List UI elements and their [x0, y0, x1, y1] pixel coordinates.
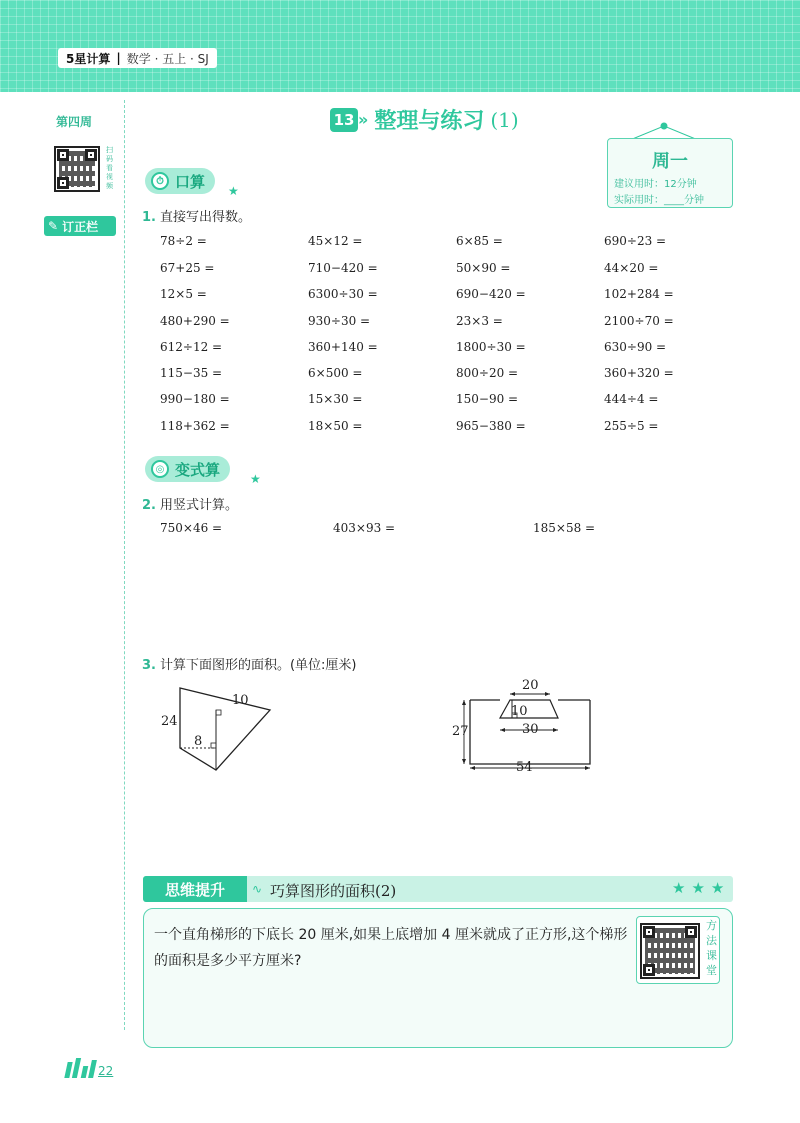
- lesson-title-text: 整理与练习: [374, 109, 485, 134]
- figure-1-label-inner: 8: [194, 734, 203, 749]
- star-icon: ★: [228, 184, 239, 198]
- calc-item[interactable]: 18×50 =: [308, 419, 363, 433]
- calc-item[interactable]: 118+362 =: [160, 419, 230, 433]
- figure-1-label-top: 10: [232, 693, 249, 708]
- lesson-title-suffix: (1): [490, 107, 519, 132]
- section-badge-mental: [145, 168, 215, 194]
- thinking-tag: 思维提升: [143, 876, 247, 902]
- calc-item[interactable]: 150−90 =: [456, 392, 519, 406]
- figure-2-label-bottom: 54: [516, 760, 533, 775]
- target-icon: ◎: [151, 460, 169, 478]
- question-1: [142, 206, 251, 225]
- figure-2-label-left: 27: [452, 724, 469, 739]
- calc-item[interactable]: 930÷30 =: [308, 314, 371, 328]
- pencil-icon: ✎: [48, 219, 59, 233]
- correction-column-tag: [44, 216, 116, 236]
- calc-item[interactable]: 990−180 =: [160, 392, 230, 406]
- qr-code-icon[interactable]: [54, 146, 100, 192]
- calc-item[interactable]: 480+290 =: [160, 314, 230, 328]
- calc-item[interactable]: 360+320 =: [604, 366, 674, 380]
- question-number: 3.: [142, 658, 156, 673]
- question-text: 用竖式计算。: [159, 498, 238, 513]
- thinking-problem-text: 一个直角梯形的下底长 20 厘米,如果上底增加 4 厘米就成了正方形,这个梯形的面积是多少平方厘米?: [154, 927, 628, 969]
- calc-item[interactable]: 965−380 =: [456, 419, 526, 433]
- calc-item[interactable]: 444÷4 =: [604, 392, 659, 406]
- question-2: [142, 494, 238, 513]
- stopwatch-icon: ⏱: [151, 172, 169, 190]
- question-text: 直接写出得数。: [159, 210, 251, 225]
- section-badge-label: 口算: [175, 172, 206, 191]
- calc-item[interactable]: 255÷5 =: [604, 419, 659, 433]
- footer-books-icon: [66, 1058, 95, 1078]
- wave-icon: ∿: [252, 882, 263, 896]
- figure-2-label-inner: 10: [511, 704, 528, 719]
- margin-divider: [124, 100, 125, 1030]
- header-band: [0, 0, 800, 92]
- page-number: 22: [98, 1064, 114, 1078]
- lesson-number: 13: [330, 108, 358, 132]
- calc-item[interactable]: 115−35 =: [160, 366, 223, 380]
- day-title: 周一: [652, 151, 688, 172]
- section-badge-label: 变式算: [175, 460, 221, 479]
- calc-item[interactable]: 6×85 =: [456, 234, 503, 248]
- calc-item[interactable]: 45×12 =: [308, 234, 363, 248]
- calc-item[interactable]: 50×90 =: [456, 261, 511, 275]
- week-label: 第四周: [56, 115, 93, 129]
- correction-label: 订正栏: [62, 219, 99, 234]
- section-badge-variant: [145, 456, 230, 482]
- chevron-right-icon: »: [358, 110, 369, 129]
- calc-item[interactable]: 102+284 =: [604, 287, 674, 301]
- calc-item[interactable]: 44×20 =: [604, 261, 659, 275]
- star-icon: ★: [250, 472, 261, 486]
- thinking-subtitle: 巧算图形的面积(2): [270, 882, 397, 900]
- qr-caption: 扫码看视频: [106, 146, 113, 190]
- calc-item[interactable]: 1800÷30 =: [456, 340, 526, 354]
- figure-2-label-mid: 30: [522, 722, 539, 737]
- header-separator: |: [116, 51, 121, 65]
- calc-item[interactable]: 630÷90 =: [604, 340, 667, 354]
- calc-item[interactable]: 12×5 =: [160, 287, 207, 301]
- calc-item[interactable]: 6×500 =: [308, 366, 363, 380]
- header-pill: [58, 48, 217, 68]
- figure-1-label-left: 24: [161, 714, 178, 729]
- calc-item[interactable]: 15×30 =: [308, 392, 363, 406]
- calc-item[interactable]: 710−420 =: [308, 261, 378, 275]
- question-text: 计算下面图形的面积。(单位:厘米): [159, 658, 357, 673]
- method-class-label: 方法课堂: [706, 919, 717, 977]
- vertical-calc-item[interactable]: 185×58 =: [533, 521, 596, 535]
- calc-item[interactable]: 690−420 =: [456, 287, 526, 301]
- calc-item[interactable]: 23×3 =: [456, 314, 503, 328]
- question-3: [142, 654, 357, 673]
- brand-name: 5星计算: [66, 51, 111, 66]
- qr-code-icon[interactable]: [640, 923, 700, 979]
- subject-label: 数学 · 五上 · SJ: [126, 51, 209, 66]
- difficulty-stars-icon: ★★★: [672, 879, 731, 897]
- calc-item[interactable]: 78÷2 =: [160, 234, 207, 248]
- suggested-time: 建议用时：12分钟: [614, 179, 697, 190]
- calc-item[interactable]: 612÷12 =: [160, 340, 223, 354]
- figure-1-trapezoid: [170, 680, 280, 780]
- figure-2-label-top: 20: [522, 678, 539, 693]
- question-number: 2.: [142, 498, 156, 513]
- actual-time[interactable]: 实际用时：____分钟: [614, 195, 704, 206]
- calc-item[interactable]: 800÷20 =: [456, 366, 519, 380]
- calc-item[interactable]: 690÷23 =: [604, 234, 667, 248]
- calc-item[interactable]: 6300÷30 =: [308, 287, 378, 301]
- day-box: [607, 138, 733, 208]
- lesson-title: [330, 104, 519, 135]
- question-number: 1.: [142, 210, 156, 225]
- calc-item[interactable]: 2100÷70 =: [604, 314, 674, 328]
- vertical-calc-item[interactable]: 750×46 =: [160, 521, 223, 535]
- vertical-calc-item[interactable]: 403×93 =: [333, 521, 396, 535]
- calc-item[interactable]: 360+140 =: [308, 340, 378, 354]
- calc-item[interactable]: 67+25 =: [160, 261, 215, 275]
